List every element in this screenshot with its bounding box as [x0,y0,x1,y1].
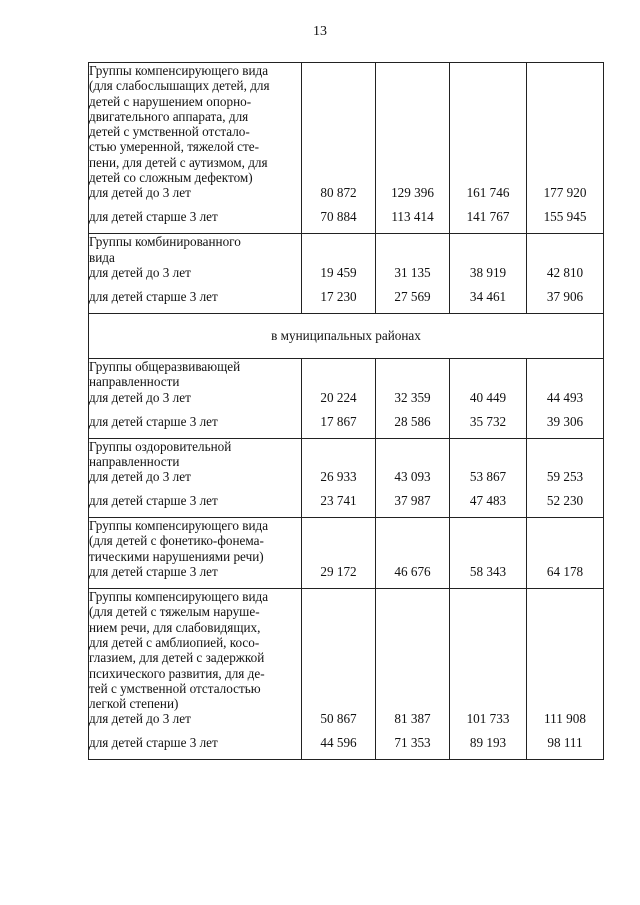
value-cell: 29 172 [302,564,376,589]
value-cell: 31 135 [376,265,450,289]
group-description: Группы компенсирующего вида (для детей с фонетико-фонема- тическими нарушениями речи) [89,518,302,564]
row-label: для детей до 3 лет [89,469,302,493]
group-description: Группы оздоровительной направленности [89,438,302,469]
table-row [89,185,604,209]
value-cell: 47 483 [450,493,527,518]
value-cell: 111 908 [527,711,604,735]
table-row [89,564,604,589]
value-cell: 50 867 [302,711,376,735]
value-cell: 98 111 [527,735,604,760]
value-cell: 40 449 [450,390,527,414]
value-cell: 44 493 [527,390,604,414]
group-header-row [89,358,604,389]
value-cell: 28 586 [376,414,450,439]
value-cell: 80 872 [302,185,376,209]
value-cell: 34 461 [450,289,527,314]
table-row [89,289,604,314]
value-cell: 37 987 [376,493,450,518]
value-cell: 58 343 [450,564,527,589]
value-cell: 71 353 [376,735,450,760]
cost-table [88,62,604,760]
value-cell: 101 733 [450,711,527,735]
section-row [89,313,604,358]
page-number: 13 [313,24,327,39]
value-cell: 43 093 [376,469,450,493]
row-label: для детей старше 3 лет [89,564,302,589]
row-label: для детей до 3 лет [89,185,302,209]
group-description: Группы компенсирующего вида (для слабослышащих детей, для детей с нарушением опорно- двигательного аппарата, для детей с умственной отстало- стью умеренной, тяжелой сте- пени, для детей с аутизмом, для детей со сложным дефектом) [89,63,302,186]
group-description: Группы комбинированного вида [89,234,302,265]
row-label: для детей старше 3 лет [89,414,302,439]
row-label: для детей до 3 лет [89,711,302,735]
value-cell: 35 732 [450,414,527,439]
row-label: для детей старше 3 лет [89,209,302,234]
group-header-row [89,518,604,564]
row-label: для детей до 3 лет [89,265,302,289]
value-cell: 70 884 [302,209,376,234]
table-row [89,209,604,234]
value-cell: 26 933 [302,469,376,493]
group-header-row [89,589,604,712]
table-row [89,469,604,493]
value-cell: 113 414 [376,209,450,234]
value-cell: 17 230 [302,289,376,314]
value-cell: 129 396 [376,185,450,209]
value-cell: 38 919 [450,265,527,289]
value-cell: 64 178 [527,564,604,589]
value-cell: 44 596 [302,735,376,760]
table-row [89,414,604,439]
value-cell: 19 459 [302,265,376,289]
group-description: Группы общеразвивающей направленности [89,358,302,389]
value-cell: 39 306 [527,414,604,439]
value-cell: 89 193 [450,735,527,760]
value-cell: 27 569 [376,289,450,314]
group-header-row [89,63,604,186]
row-label: для детей до 3 лет [89,390,302,414]
group-header-row [89,438,604,469]
row-label: для детей старше 3 лет [89,289,302,314]
group-description: Группы компенсирующего вида (для детей с тяжелым наруше- нием речи, для слабовидящих, для детей с амблиопией, косо- глазием, для детей с задержкой психического развития, для де- тей с умственной отсталостью легкой степени) [89,589,302,712]
value-cell: 161 746 [450,185,527,209]
value-cell: 53 867 [450,469,527,493]
group-header-row [89,234,604,265]
table-row [89,493,604,518]
value-cell: 42 810 [527,265,604,289]
value-cell: 23 741 [302,493,376,518]
table-row [89,735,604,760]
value-cell: 52 230 [527,493,604,518]
value-cell: 59 253 [527,469,604,493]
table-row [89,265,604,289]
value-cell: 20 224 [302,390,376,414]
value-cell: 32 359 [376,390,450,414]
value-cell: 177 920 [527,185,604,209]
value-cell: 37 906 [527,289,604,314]
row-label: для детей старше 3 лет [89,735,302,760]
table-row [89,711,604,735]
value-cell: 17 867 [302,414,376,439]
row-label: для детей старше 3 лет [89,493,302,518]
value-cell: 81 387 [376,711,450,735]
value-cell: 155 945 [527,209,604,234]
value-cell: 46 676 [376,564,450,589]
table-row [89,390,604,414]
value-cell: 141 767 [450,209,527,234]
section-title: в муниципальных районах [89,313,604,358]
